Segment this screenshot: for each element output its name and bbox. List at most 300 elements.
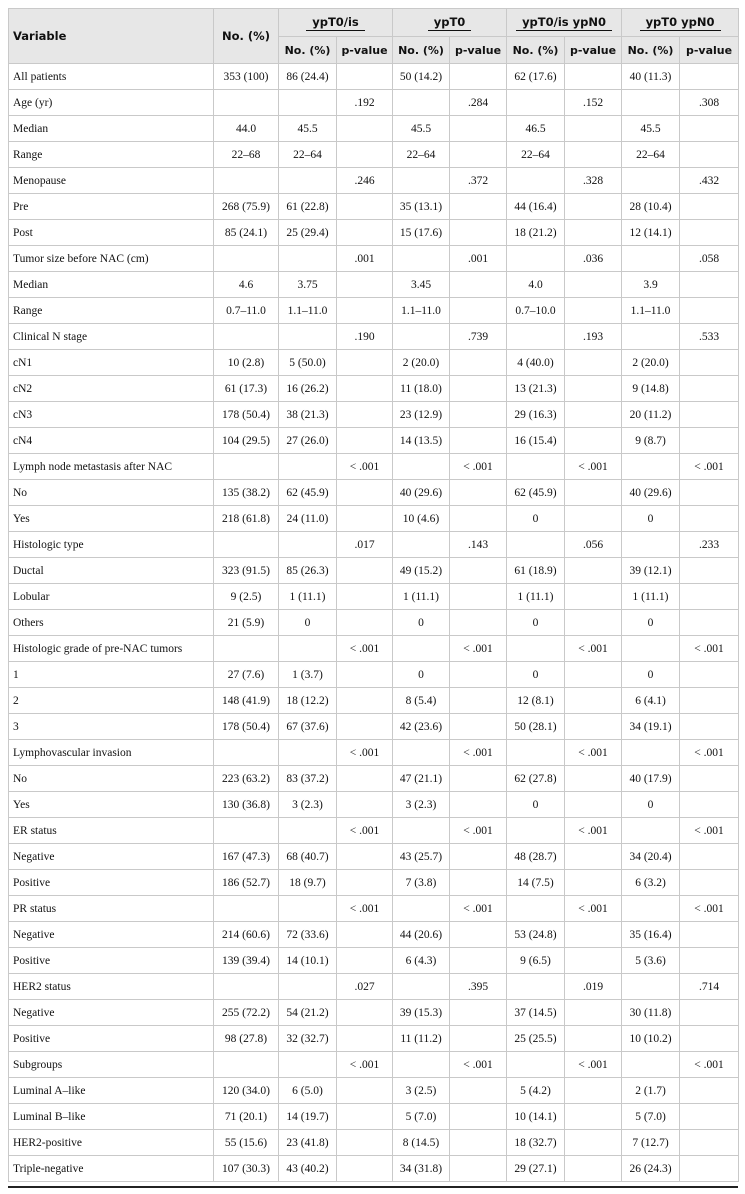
table-cell: [450, 948, 507, 974]
table-row: [9, 298, 739, 324]
table-cell: 0.7–10.0: [507, 298, 565, 324]
row-label: Positive: [9, 870, 214, 896]
table-cell: 0: [279, 610, 337, 636]
table-cell: [507, 532, 565, 558]
table-cell: 44.0: [214, 116, 279, 142]
table-cell: [680, 610, 739, 636]
table-cell: 32 (32.7): [279, 1026, 337, 1052]
table-row: [9, 1052, 739, 1078]
table-cell: [214, 740, 279, 766]
table-bottom-rule: [8, 1186, 738, 1188]
table-cell: [279, 974, 337, 1000]
table-cell: [279, 90, 337, 116]
table-cell: [337, 844, 393, 870]
table-cell: [565, 376, 622, 402]
results-table: [8, 8, 739, 1182]
table-cell: 50 (28.1): [507, 714, 565, 740]
table-cell: 120 (34.0): [214, 1078, 279, 1104]
row-label: Yes: [9, 792, 214, 818]
table-row: [9, 740, 739, 766]
table-cell: 214 (60.6): [214, 922, 279, 948]
table-cell: [680, 298, 739, 324]
row-label: Age (yr): [9, 90, 214, 116]
table-cell: [450, 688, 507, 714]
table-cell: 18 (32.7): [507, 1130, 565, 1156]
table-cell: [565, 506, 622, 532]
table-cell: [565, 662, 622, 688]
table-cell: [680, 428, 739, 454]
row-label: Negative: [9, 922, 214, 948]
table-cell: .284: [450, 90, 507, 116]
table-cell: < .001: [450, 818, 507, 844]
table-cell: [450, 584, 507, 610]
group-label: ypT0/is: [306, 15, 365, 31]
table-cell: 83 (37.2): [279, 766, 337, 792]
table-cell: [507, 1052, 565, 1078]
table-cell: 148 (41.9): [214, 688, 279, 714]
row-label: Range: [9, 298, 214, 324]
table-cell: 167 (47.3): [214, 844, 279, 870]
table-cell: [337, 1026, 393, 1052]
table-cell: < .001: [680, 454, 739, 480]
table-cell: 72 (33.6): [279, 922, 337, 948]
table-cell: [337, 298, 393, 324]
table-cell: [680, 714, 739, 740]
table-cell: [393, 896, 450, 922]
table-cell: 0: [507, 792, 565, 818]
table-cell: 53 (24.8): [507, 922, 565, 948]
table-cell: < .001: [680, 740, 739, 766]
table-row: [9, 480, 739, 506]
table-cell: .001: [450, 246, 507, 272]
table-cell: [337, 688, 393, 714]
table-row: [9, 246, 739, 272]
table-cell: [393, 90, 450, 116]
table-cell: 98 (27.8): [214, 1026, 279, 1052]
table-cell: [507, 636, 565, 662]
table-cell: 22–64: [507, 142, 565, 168]
subheader-p-value: p-value: [680, 37, 739, 64]
table-cell: [507, 454, 565, 480]
table-cell: [565, 64, 622, 90]
table-cell: .308: [680, 90, 739, 116]
row-label: Negative: [9, 844, 214, 870]
table-cell: 6 (4.3): [393, 948, 450, 974]
row-label: HER2-positive: [9, 1130, 214, 1156]
table-cell: 10 (10.2): [622, 1026, 680, 1052]
table-cell: [337, 922, 393, 948]
table-cell: 5 (7.0): [622, 1104, 680, 1130]
table-cell: .233: [680, 532, 739, 558]
table-cell: [337, 376, 393, 402]
table-cell: [393, 168, 450, 194]
table-cell: [450, 870, 507, 896]
table-cell: .143: [450, 532, 507, 558]
table-cell: < .001: [680, 636, 739, 662]
table-cell: 7 (3.8): [393, 870, 450, 896]
table-cell: 43 (40.2): [279, 1156, 337, 1182]
table-cell: [565, 1026, 622, 1052]
table-cell: [450, 376, 507, 402]
table-cell: [680, 1000, 739, 1026]
table-cell: 14 (10.1): [279, 948, 337, 974]
table-cell: [279, 168, 337, 194]
table-cell: < .001: [450, 896, 507, 922]
table-cell: [214, 1052, 279, 1078]
table-row: [9, 64, 739, 90]
table-cell: 16 (26.2): [279, 376, 337, 402]
table-cell: 49 (15.2): [393, 558, 450, 584]
table-row: [9, 662, 739, 688]
table-cell: 0: [622, 662, 680, 688]
table-cell: 3 (2.3): [279, 792, 337, 818]
table-cell: [680, 948, 739, 974]
table-cell: [337, 1000, 393, 1026]
table-cell: 40 (11.3): [622, 64, 680, 90]
table-cell: [450, 428, 507, 454]
table-cell: < .001: [680, 896, 739, 922]
table-cell: [279, 818, 337, 844]
row-label: Positive: [9, 948, 214, 974]
table-cell: [279, 454, 337, 480]
table-cell: [337, 220, 393, 246]
table-cell: [565, 1078, 622, 1104]
table-cell: [622, 896, 680, 922]
table-cell: [450, 844, 507, 870]
table-cell: 10 (2.8): [214, 350, 279, 376]
table-cell: 178 (50.4): [214, 402, 279, 428]
row-label: cN1: [9, 350, 214, 376]
table-cell: 6 (4.1): [622, 688, 680, 714]
table-cell: [214, 246, 279, 272]
header-group-ypt0-ypn0: [622, 9, 739, 37]
table-cell: 107 (30.3): [214, 1156, 279, 1182]
table-cell: 0: [507, 506, 565, 532]
table-row: [9, 896, 739, 922]
table-cell: 45.5: [279, 116, 337, 142]
table-cell: .017: [337, 532, 393, 558]
table-cell: < .001: [565, 1052, 622, 1078]
table-cell: [337, 584, 393, 610]
table-cell: 29 (27.1): [507, 1156, 565, 1182]
row-label: Pre: [9, 194, 214, 220]
table-cell: [450, 1000, 507, 1026]
table-cell: [337, 948, 393, 974]
table-row: [9, 350, 739, 376]
table-cell: [565, 792, 622, 818]
table-cell: [680, 402, 739, 428]
table-cell: [337, 558, 393, 584]
table-cell: 38 (21.3): [279, 402, 337, 428]
table-cell: 104 (29.5): [214, 428, 279, 454]
table-cell: 54 (21.2): [279, 1000, 337, 1026]
table-row: [9, 1000, 739, 1026]
table-cell: 3.45: [393, 272, 450, 298]
table-cell: [214, 454, 279, 480]
table-cell: [450, 402, 507, 428]
table-cell: [450, 350, 507, 376]
table-cell: 268 (75.9): [214, 194, 279, 220]
table-cell: 23 (12.9): [393, 402, 450, 428]
table-cell: 9 (8.7): [622, 428, 680, 454]
table-cell: [565, 1104, 622, 1130]
table-cell: 55 (15.6): [214, 1130, 279, 1156]
table-cell: [279, 740, 337, 766]
row-label: cN2: [9, 376, 214, 402]
table-cell: 10 (4.6): [393, 506, 450, 532]
table-cell: [450, 558, 507, 584]
table-cell: 21 (5.9): [214, 610, 279, 636]
table-cell: 0: [622, 610, 680, 636]
table-row: [9, 558, 739, 584]
row-label: No: [9, 480, 214, 506]
table-cell: [565, 584, 622, 610]
table-cell: [214, 532, 279, 558]
table-cell: 22–64: [393, 142, 450, 168]
table-cell: 3.75: [279, 272, 337, 298]
table-cell: .027: [337, 974, 393, 1000]
table-cell: [680, 1026, 739, 1052]
table-cell: < .001: [450, 454, 507, 480]
group-label: ypT0/is ypN0: [516, 15, 612, 31]
row-label: Subgroups: [9, 1052, 214, 1078]
table-cell: 14 (13.5): [393, 428, 450, 454]
table-cell: [622, 1052, 680, 1078]
row-label: No: [9, 766, 214, 792]
table-row: [9, 870, 739, 896]
row-label: Median: [9, 116, 214, 142]
table-cell: 1.1–11.0: [622, 298, 680, 324]
table-cell: [337, 1104, 393, 1130]
table-cell: 6 (5.0): [279, 1078, 337, 1104]
table-cell: [507, 324, 565, 350]
table-cell: 1.1–11.0: [279, 298, 337, 324]
table-cell: 71 (20.1): [214, 1104, 279, 1130]
table-cell: < .001: [680, 818, 739, 844]
table-cell: .193: [565, 324, 622, 350]
table-cell: [622, 818, 680, 844]
table-cell: [680, 64, 739, 90]
table-row: [9, 792, 739, 818]
table-cell: [507, 974, 565, 1000]
table-cell: 24 (11.0): [279, 506, 337, 532]
table-cell: 34 (19.1): [622, 714, 680, 740]
table-cell: 10 (14.1): [507, 1104, 565, 1130]
table-row: [9, 1078, 739, 1104]
table-cell: 40 (29.6): [622, 480, 680, 506]
table-row: [9, 1156, 739, 1182]
table-cell: .056: [565, 532, 622, 558]
table-cell: [450, 922, 507, 948]
table-cell: 3.9: [622, 272, 680, 298]
table-cell: [214, 896, 279, 922]
table-cell: [680, 376, 739, 402]
subheader-no-pct: No. (%): [279, 37, 337, 64]
table-cell: .152: [565, 90, 622, 116]
table-cell: [214, 636, 279, 662]
table-cell: [565, 922, 622, 948]
table-cell: 34 (31.8): [393, 1156, 450, 1182]
table-cell: [622, 974, 680, 1000]
table-cell: [450, 480, 507, 506]
table-cell: .714: [680, 974, 739, 1000]
table-cell: [450, 142, 507, 168]
table-cell: [337, 142, 393, 168]
row-label: HER2 status: [9, 974, 214, 1000]
table-cell: [507, 740, 565, 766]
table-cell: [680, 116, 739, 142]
table-row: [9, 922, 739, 948]
table-cell: [680, 688, 739, 714]
table-cell: 8 (5.4): [393, 688, 450, 714]
subheader-p-value: p-value: [565, 37, 622, 64]
table-cell: 27 (26.0): [279, 428, 337, 454]
table-cell: 4 (40.0): [507, 350, 565, 376]
table-row: [9, 142, 739, 168]
table-row: [9, 1104, 739, 1130]
table-cell: [279, 1052, 337, 1078]
header-group-ypt0is-ypn0: [507, 9, 622, 37]
table-header: [9, 9, 739, 64]
table-row: [9, 220, 739, 246]
table-cell: 0: [393, 610, 450, 636]
table-row: [9, 1026, 739, 1052]
row-label: Luminal B–like: [9, 1104, 214, 1130]
table-cell: < .001: [337, 636, 393, 662]
table-row: [9, 1130, 739, 1156]
table-cell: .372: [450, 168, 507, 194]
table-cell: [279, 532, 337, 558]
table-cell: 2 (20.0): [393, 350, 450, 376]
table-cell: 45.5: [393, 116, 450, 142]
table-cell: 44 (20.6): [393, 922, 450, 948]
row-label: Range: [9, 142, 214, 168]
table-cell: < .001: [337, 818, 393, 844]
table-cell: 5 (50.0): [279, 350, 337, 376]
table-cell: [450, 298, 507, 324]
row-label: 1: [9, 662, 214, 688]
row-label: Ductal: [9, 558, 214, 584]
table-cell: [393, 818, 450, 844]
table-cell: 7 (12.7): [622, 1130, 680, 1156]
table-cell: [450, 610, 507, 636]
table-cell: [565, 948, 622, 974]
table-cell: 12 (14.1): [622, 220, 680, 246]
table-cell: 35 (16.4): [622, 922, 680, 948]
table-cell: 27 (7.6): [214, 662, 279, 688]
table-cell: 0: [622, 792, 680, 818]
table-row: [9, 714, 739, 740]
row-label: Lymphovascular invasion: [9, 740, 214, 766]
table-cell: 3 (2.5): [393, 1078, 450, 1104]
table-cell: 5 (3.6): [622, 948, 680, 974]
table-cell: 9 (14.8): [622, 376, 680, 402]
table-cell: [507, 246, 565, 272]
table-cell: 1.1–11.0: [393, 298, 450, 324]
table-cell: [565, 350, 622, 376]
table-cell: 20 (11.2): [622, 402, 680, 428]
table-cell: [680, 506, 739, 532]
table-cell: 47 (21.1): [393, 766, 450, 792]
table-cell: .246: [337, 168, 393, 194]
table-row: [9, 324, 739, 350]
row-label: 3: [9, 714, 214, 740]
table-row: [9, 818, 739, 844]
table-cell: 13 (21.3): [507, 376, 565, 402]
table-cell: 11 (11.2): [393, 1026, 450, 1052]
table-cell: .739: [450, 324, 507, 350]
table-cell: [337, 1130, 393, 1156]
table-cell: 85 (24.1): [214, 220, 279, 246]
table-cell: [393, 1052, 450, 1078]
table-cell: 0: [622, 506, 680, 532]
row-label: Lobular: [9, 584, 214, 610]
table-row: [9, 168, 739, 194]
table-cell: [565, 558, 622, 584]
table-cell: 85 (26.3): [279, 558, 337, 584]
table-cell: 0.7–11.0: [214, 298, 279, 324]
table-cell: [450, 792, 507, 818]
table-cell: [565, 870, 622, 896]
row-label: Menopause: [9, 168, 214, 194]
table-cell: [565, 142, 622, 168]
table-cell: 61 (17.3): [214, 376, 279, 402]
table-cell: [450, 662, 507, 688]
table-cell: [680, 844, 739, 870]
table-row: [9, 428, 739, 454]
table-cell: [393, 324, 450, 350]
table-cell: [337, 428, 393, 454]
table-cell: 135 (38.2): [214, 480, 279, 506]
row-label: Post: [9, 220, 214, 246]
table-cell: 2 (20.0): [622, 350, 680, 376]
table-cell: < .001: [450, 740, 507, 766]
table-cell: [565, 1156, 622, 1182]
table-cell: [622, 324, 680, 350]
table-cell: < .001: [337, 454, 393, 480]
table-cell: 4.0: [507, 272, 565, 298]
row-label: Negative: [9, 1000, 214, 1026]
table-row: [9, 194, 739, 220]
table-cell: 6 (3.2): [622, 870, 680, 896]
table-cell: [450, 1156, 507, 1182]
table-cell: [337, 350, 393, 376]
group-label: ypT0 ypN0: [640, 15, 721, 31]
header-no-pct: No. (%): [214, 9, 279, 64]
table-cell: < .001: [565, 636, 622, 662]
table-row: [9, 376, 739, 402]
table-cell: [337, 506, 393, 532]
table-cell: [680, 922, 739, 948]
table-cell: [565, 766, 622, 792]
table-cell: 0: [507, 610, 565, 636]
table-cell: [393, 636, 450, 662]
table-cell: 48 (28.7): [507, 844, 565, 870]
row-label: All patients: [9, 64, 214, 90]
table-cell: 22–64: [279, 142, 337, 168]
table-cell: 44 (16.4): [507, 194, 565, 220]
table-cell: 255 (72.2): [214, 1000, 279, 1026]
table-cell: [214, 168, 279, 194]
table-cell: [680, 480, 739, 506]
row-label: ER status: [9, 818, 214, 844]
table-row: [9, 948, 739, 974]
table-cell: [393, 246, 450, 272]
table-cell: [565, 610, 622, 636]
table-cell: < .001: [337, 1052, 393, 1078]
table-row: [9, 90, 739, 116]
table-cell: [393, 454, 450, 480]
